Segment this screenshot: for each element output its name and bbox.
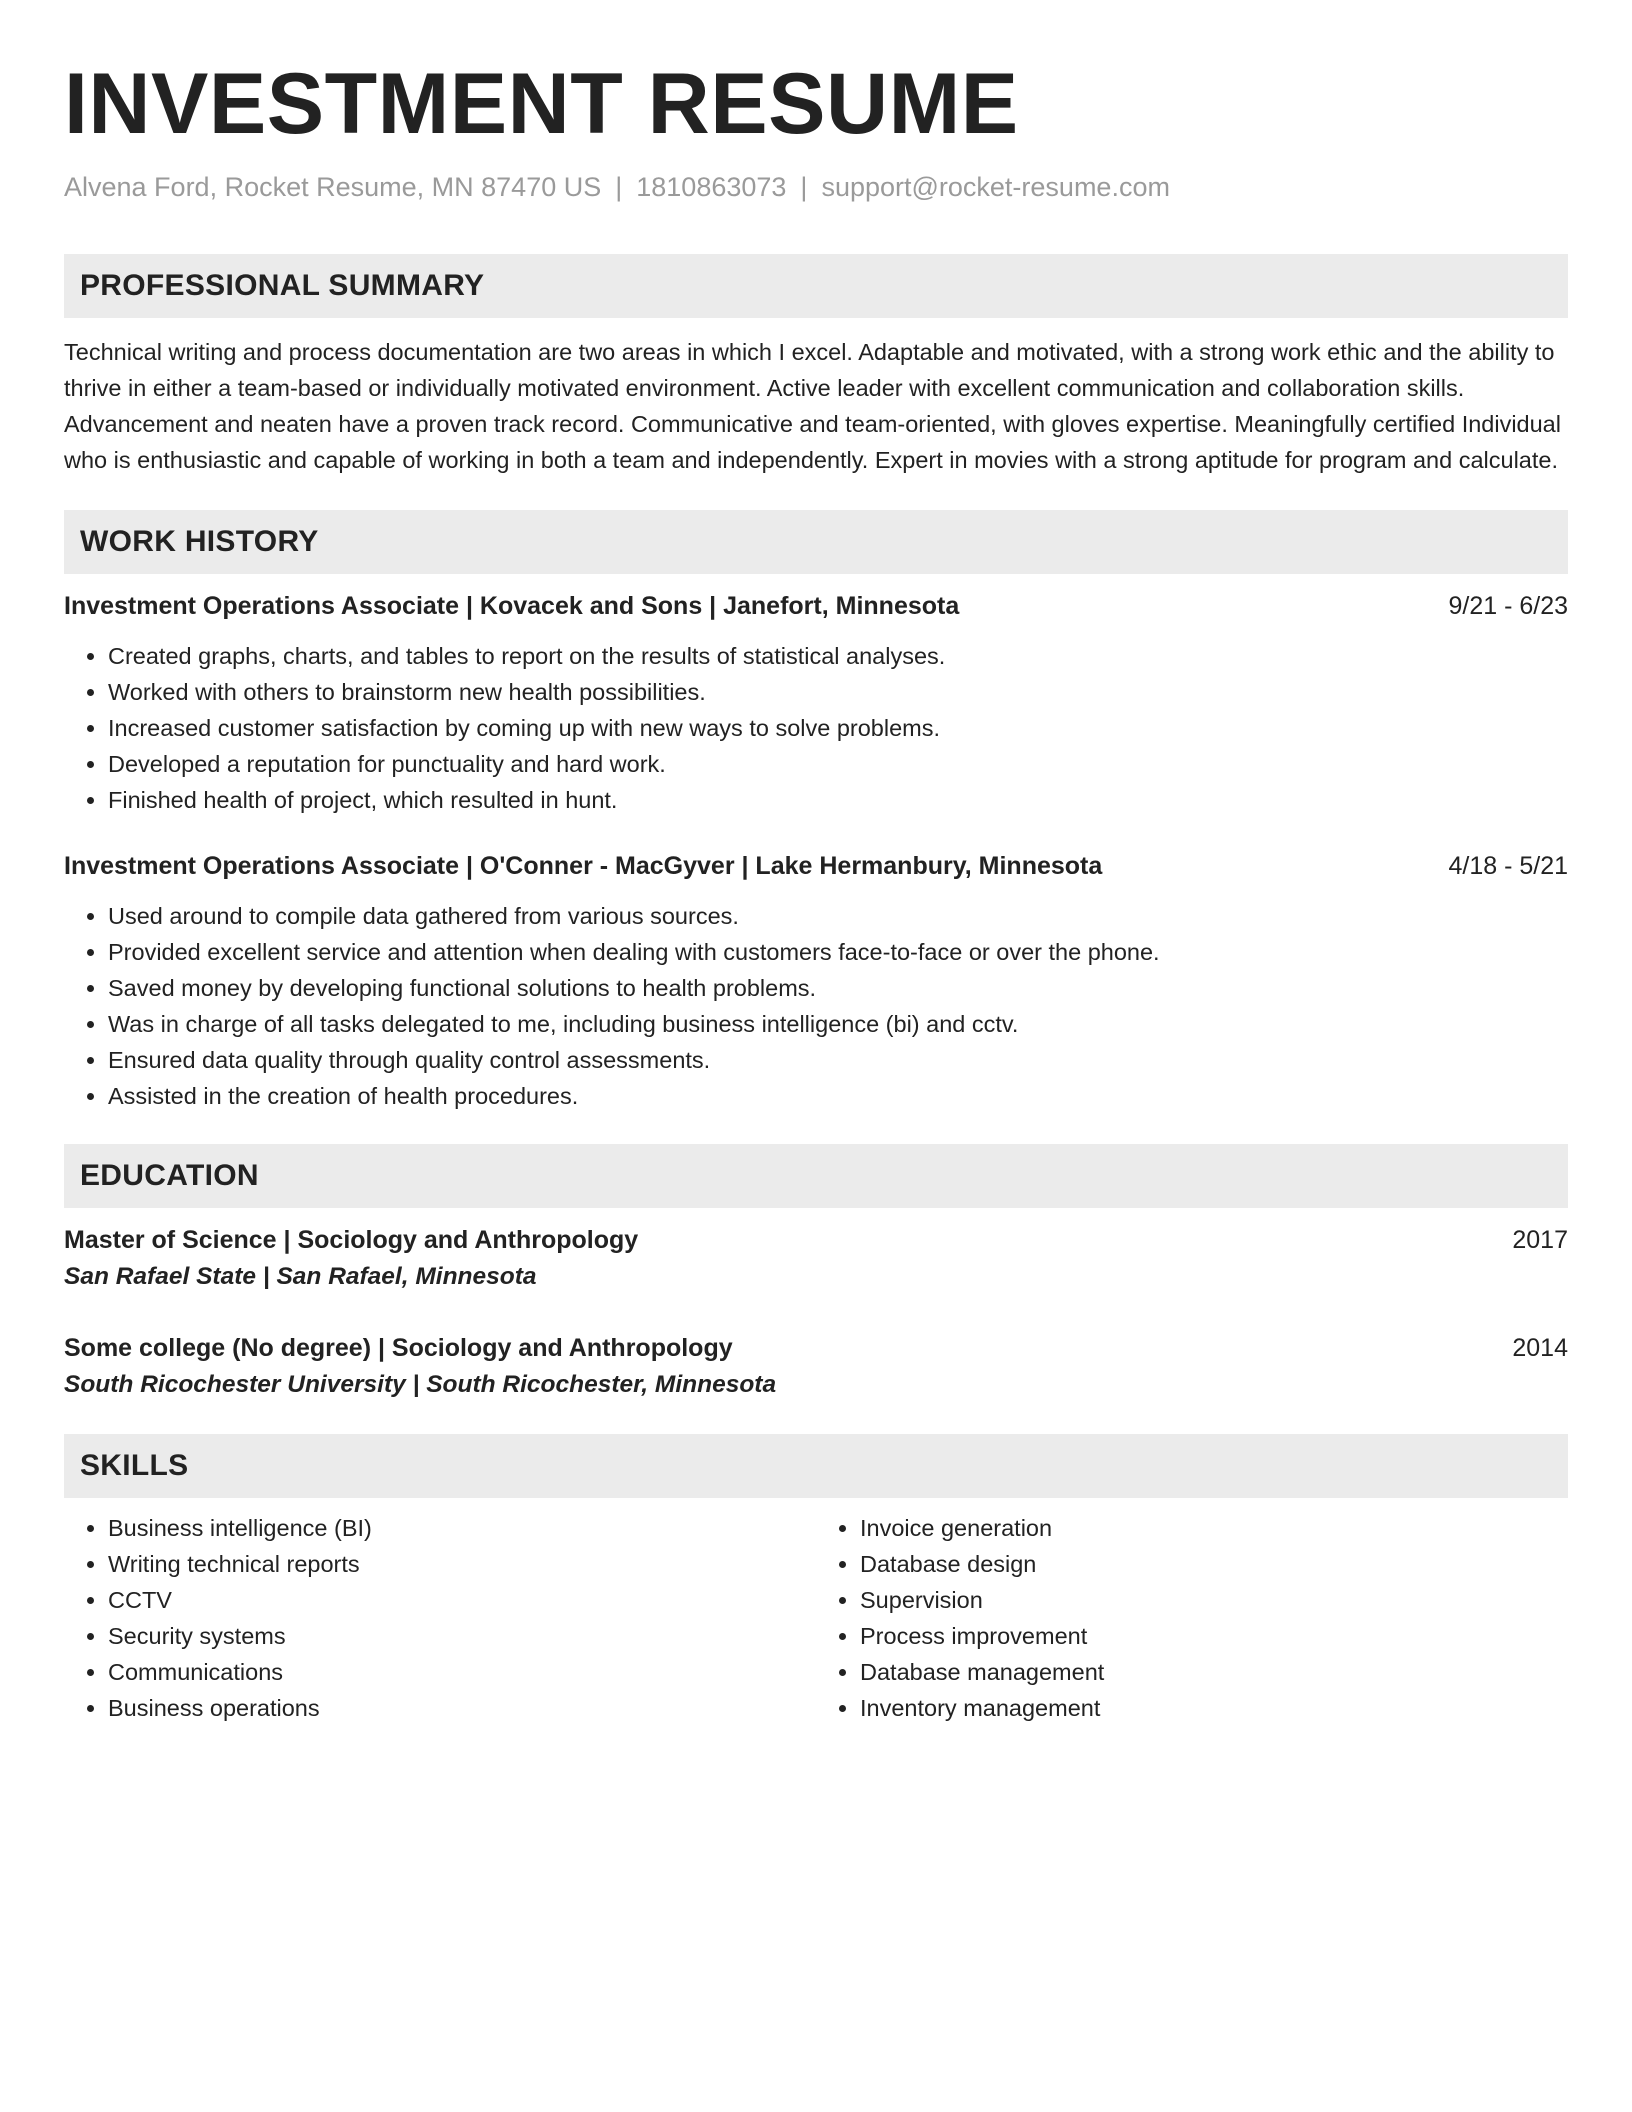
job-bullet: • Used around to compile data gathered from various sources. (108, 898, 1568, 934)
job-entry (64, 588, 1568, 818)
job-header (64, 848, 1568, 884)
job-entry (64, 848, 1568, 1114)
education-degree: Some college (No degree) | Sociology and Anthropology (64, 1334, 733, 1362)
skill-item: • Invoice generation (860, 1510, 1568, 1546)
skill-item: • Business intelligence (BI) (108, 1510, 816, 1546)
skill-item: • Process improvement (860, 1618, 1568, 1654)
skills-list-left (64, 1510, 816, 1726)
resume-title: INVESTMENT RESUME (64, 56, 1019, 152)
job-bullet: • Provided excellent service and attention when dealing with customers face-to-face or over the phone. (108, 934, 1568, 970)
job-header (64, 588, 1568, 624)
job-bullets (64, 898, 1568, 1114)
education-degree: Master of Science | Sociology and Anthropology (64, 1226, 639, 1254)
education-school: San Rafael State | San Rafael, Minnesota (64, 1263, 537, 1290)
job-title: Investment Operations Associate | O'Conner - MacGyver | Lake Hermanbury, Minnesota (64, 852, 1103, 880)
skill-item: • Business operations (108, 1690, 816, 1726)
contact-line (64, 170, 1568, 204)
contact-email: support@rocket-resume.com (821, 172, 1170, 202)
section-heading-education: EDUCATION (64, 1144, 1568, 1208)
job-bullet: • Created graphs, charts, and tables to report on the results of statistical analyses. (108, 638, 1568, 674)
job-dates: 4/18 - 5/21 (1448, 852, 1568, 880)
contact-separator: | (800, 172, 808, 202)
education-header (64, 1222, 1568, 1258)
education-header (64, 1330, 1568, 1366)
job-bullet: • Saved money by developing functional solutions to health problems. (108, 970, 1568, 1006)
education-year: 2014 (1512, 1334, 1568, 1362)
section-heading-skills: SKILLS (64, 1434, 1568, 1498)
job-bullets (64, 638, 1568, 818)
skills-list-right (816, 1510, 1568, 1726)
skill-item: • Database design (860, 1546, 1568, 1582)
contact-address: Alvena Ford, Rocket Resume, MN 87470 US (64, 172, 602, 202)
job-bullet: • Worked with others to brainstorm new health possibilities. (108, 674, 1568, 710)
job-bullet: • Ensured data quality through quality control assessments. (108, 1042, 1568, 1078)
contact-separator: | (615, 172, 623, 202)
skill-item: • Writing technical reports (108, 1546, 816, 1582)
job-bullet: • Was in charge of all tasks delegated to me, including business intelligence (bi) and cctv. (108, 1006, 1568, 1042)
skill-item: • Communications (108, 1654, 816, 1690)
job-title: Investment Operations Associate | Kovacek and Sons | Janefort, Minnesota (64, 592, 960, 620)
skill-item: • CCTV (108, 1582, 816, 1618)
education-entry (64, 1330, 1568, 1404)
skill-item: • Security systems (108, 1618, 816, 1654)
education-school: South Ricochester University | South Ricochester, Minnesota (64, 1371, 777, 1398)
section-heading-summary: PROFESSIONAL SUMMARY (64, 254, 1568, 318)
education-year: 2017 (1512, 1226, 1568, 1254)
skill-item: • Inventory management (860, 1690, 1568, 1726)
education-entry (64, 1222, 1568, 1296)
job-bullet: • Developed a reputation for punctuality and hard work. (108, 746, 1568, 782)
job-bullet: • Finished health of project, which resulted in hunt. (108, 782, 1568, 818)
section-heading-work-history: WORK HISTORY (64, 510, 1568, 574)
contact-phone: 1810863073 (636, 172, 787, 202)
job-bullet: • Increased customer satisfaction by coming up with new ways to solve problems. (108, 710, 1568, 746)
skill-item: • Database management (860, 1654, 1568, 1690)
job-dates: 9/21 - 6/23 (1448, 592, 1568, 620)
job-bullet: • Assisted in the creation of health procedures. (108, 1078, 1568, 1114)
summary-text: Technical writing and process documentation are two areas in which I excel. Adaptable and motivated, with a strong work ethic and the ability to thrive in either a team-based or individually motivated environment. Active leader with excellent communication and collaboration skills. Advancement and neaten have a proven track record. Communicative and team-oriented, with gloves expertise. Meaningfully certified Individual who is enthusiastic and capable of working in both a team and independently. Expert in movies with a strong aptitude for program and calculate. (64, 339, 1561, 473)
skill-item: • Supervision (860, 1582, 1568, 1618)
skills-columns (64, 1510, 1568, 1726)
